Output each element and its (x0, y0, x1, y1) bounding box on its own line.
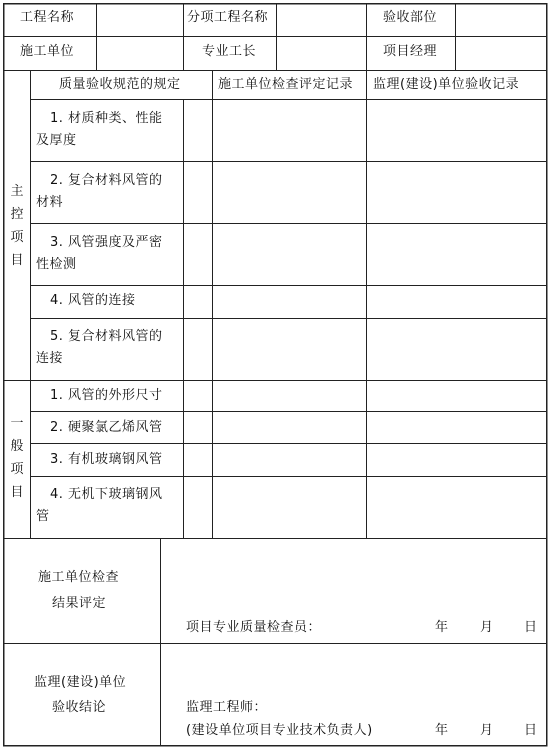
supervisor-eval-label: 监理(建设)单位 (34, 675, 127, 690)
supervising-engineer-signature-label: 监理工程师： (186, 700, 268, 715)
general-section-label: 一般项目 (10, 416, 24, 500)
sub-project-name-label: 分项工程名称 (187, 10, 269, 25)
quality-inspector-signature-label: 项目专业质量检查员： (186, 620, 322, 635)
spec-column-header: 质量验收规范的规定 (59, 77, 181, 92)
main-control-item: 5. 复合材料风管的连接 (36, 329, 163, 366)
acceptance-part-label: 验收部位 (383, 10, 438, 25)
contractor-eval-label: 结果评定 (52, 596, 107, 611)
main-control-item: 1. 材质种类、性能及厚度 (36, 111, 163, 148)
date-year-label: 年 (435, 723, 449, 738)
foreman-label: 专业工长 (202, 44, 257, 59)
date-month-label: 月 (480, 620, 494, 635)
main-control-item: 3. 风管强度及严密性检测 (36, 235, 163, 272)
general-item: 2. 硬聚氯乙烯风管 (50, 420, 163, 435)
project-manager-label: 项目经理 (383, 44, 438, 59)
main-control-item: 2. 复合材料风管的材料 (36, 173, 163, 210)
project-name-label: 工程名称 (20, 10, 75, 25)
supervisor-eval-label: 验收结论 (52, 700, 107, 715)
date-month-label: 月 (480, 723, 494, 738)
date-year-label: 年 (435, 620, 449, 635)
general-item: 4. 无机下玻璃钢风管 (36, 487, 163, 524)
date-day-label: 日 (524, 723, 538, 738)
general-item: 1. 风管的外形尺寸 (50, 388, 163, 403)
construction-unit-label: 施工单位 (20, 44, 75, 59)
contractor-eval-label: 施工单位检查 (38, 570, 120, 585)
date-day-label: 日 (524, 620, 538, 635)
main-control-item: 4. 风管的连接 (50, 293, 136, 308)
general-item: 3. 有机玻璃钢风管 (50, 452, 163, 467)
contractor-record-column-header: 施工单位检查评定记录 (218, 77, 354, 92)
supervisor-record-column-header: 监理(建设)单位验收记录 (373, 77, 520, 92)
main-control-section-label: 主控项目 (10, 184, 24, 268)
owner-technical-lead-label: (建设单位项目专业技术负责人) (186, 723, 373, 738)
